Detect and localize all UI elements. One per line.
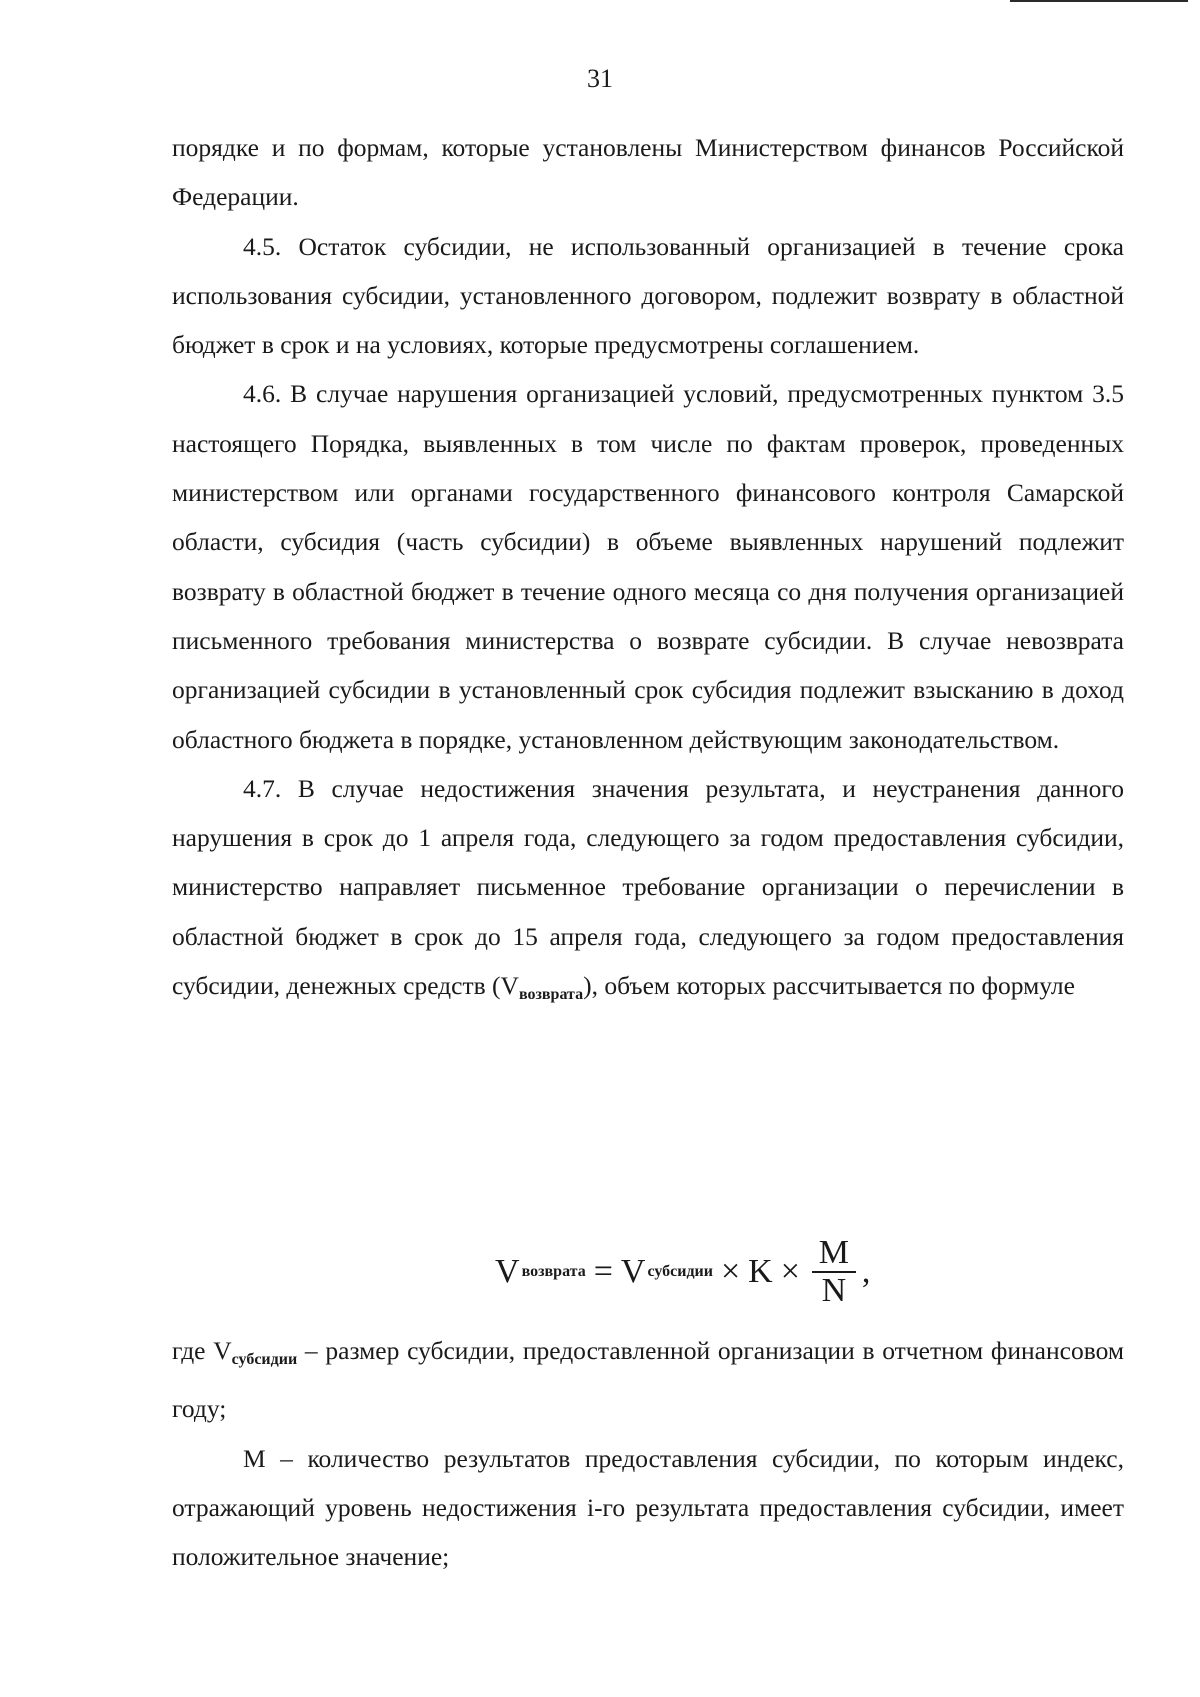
legend-v-subscript: субсидии — [231, 1351, 298, 1368]
formula-lhs-subscript: возврата — [521, 1263, 586, 1280]
legend-v-text: – размер субсидии, предоставленной организации в отчетном финансовом году; — [172, 1336, 1124, 1424]
formula-legend — [172, 1326, 1124, 1581]
formula-times-1: × — [720, 1253, 741, 1290]
formula-fraction — [812, 1235, 856, 1309]
top-edge-rule — [1010, 0, 1188, 2]
legend-v-subsidy — [172, 1326, 1124, 1434]
paragraph-4-7 — [172, 764, 1124, 1019]
body-text — [172, 123, 1124, 1019]
paragraph-4-7-subscript: возврата — [518, 986, 584, 1004]
legend-m: М – количество результатов предоставления субсидии, по которым индекс, отражающий уровень недостижения i-го результата предоставления субсидии, имеет положительное значение; — [172, 1443, 1124, 1572]
paragraph-4-7-main: 4.7. В случае недостижения значения результата, и неустранения данного нарушения в срок до 1 апреля года, следующего за годом предоставления субсидии, министерство направляет письменное требование организации о перечислении в областной бюджет в срок до 15 апреля года, следующего за годом предоставления субсидии, денежных средств (V — [172, 773, 1124, 1001]
formula-numerator: M — [818, 1234, 850, 1271]
refund-formula — [0, 1232, 1200, 1312]
formula-times-2: × — [780, 1253, 800, 1290]
paragraph-intro: порядке и по формам, которые установлены Министерством финансов Российской Федерации. — [172, 133, 1124, 212]
page-number: 31 — [587, 64, 613, 93]
formula-lhs-var: V — [495, 1253, 520, 1290]
paragraph-4-5: 4.5. Остаток субсидии, не использованный организацией в течение срока использования субсидии, установленного договором, подлежит возврату в областной бюджет в срок и на условиях, которые предусмотрены соглашением. — [172, 231, 1124, 360]
legend-v-prefix: где V — [172, 1336, 232, 1365]
formula-equals: = — [593, 1253, 613, 1290]
formula-comma: , — [861, 1253, 871, 1290]
formula-expression — [495, 1232, 870, 1312]
paragraph-4-6: 4.6. В случае нарушения организацией условий, предусмотренных пунктом 3.5 настоящего Порядка, выявленных в том числе по фактам проверок, проведенных министерством или органами государственного финансового контроля Самарской области, субсидия (часть субсидии) в объеме выявленных нарушений подлежит возврату в областной бюджет в течение одного месяца со дня получения организацией письменного требования министерства о возврате субсидии. В случае невозврата организацией субсидии в установленный срок субсидия подлежит взысканию в доход областного бюджета в порядке, установленном действующим законодательством. — [172, 379, 1124, 754]
formula-rhs-var: V — [620, 1253, 646, 1290]
formula-k: K — [748, 1253, 773, 1290]
formula-rhs-subscript: субсидии — [647, 1263, 713, 1280]
paragraph-4-7-tail: ), объем которых рассчитывается по формуле — [583, 971, 1075, 1001]
formula-denominator: N — [821, 1272, 847, 1309]
